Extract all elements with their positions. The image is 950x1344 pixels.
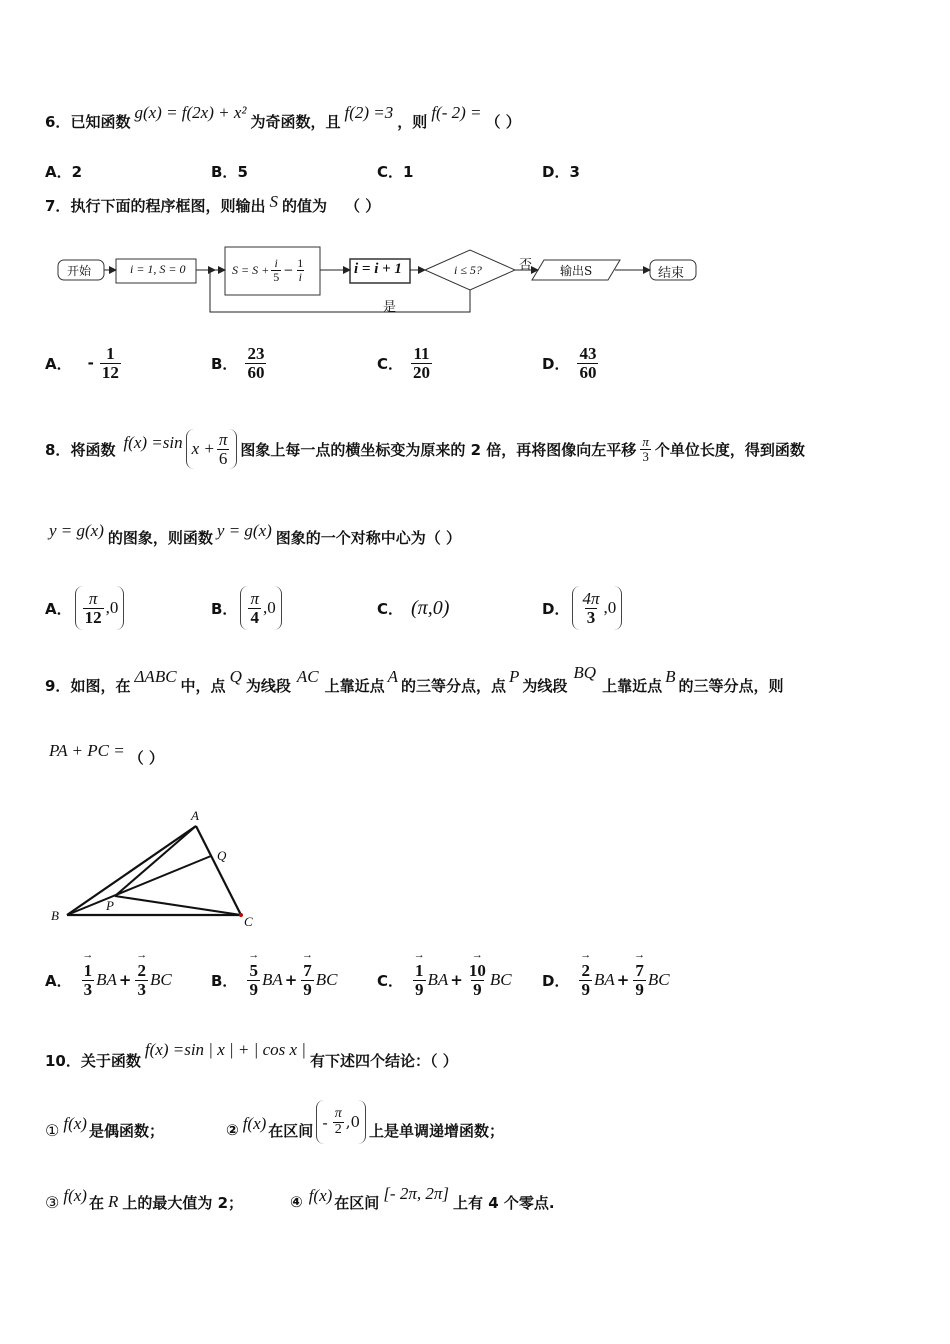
q9-triangle-figure — [45, 805, 265, 935]
q6-text-3: ，则 — [397, 112, 428, 131]
q9-math-5: P — [509, 667, 520, 686]
option-label: D． — [542, 163, 570, 181]
q8-text-5: 图象的一个对称中心为（ ） — [275, 528, 462, 547]
option-fraction: $\frac{23}{60}$ — [247, 343, 265, 382]
statement-math: f(x) — [63, 1114, 87, 1133]
statement-text: 上有 4 个零点. — [453, 1193, 555, 1212]
coef-1: → $\frac{2}{9}$ — [579, 962, 592, 999]
statement-mark-1: ① — [45, 1120, 60, 1140]
statement-math: f(x) — [242, 1114, 267, 1133]
option-label: B． — [211, 599, 238, 618]
q10-number: 10． — [45, 1051, 81, 1070]
plus: + — [450, 971, 463, 989]
q10-text-1: 关于函数 — [80, 1051, 141, 1070]
statement-text: 在区间 — [268, 1121, 314, 1140]
q8-stem-line-2 — [45, 520, 461, 554]
q9-number: 9． — [45, 676, 71, 695]
q9-text-6: 为线段 — [522, 676, 568, 695]
option-value: 5 — [237, 162, 248, 181]
option-label: C． — [377, 599, 404, 618]
option-label: B． — [211, 163, 238, 181]
q8-option-b[interactable] — [211, 583, 285, 633]
q7-text-1: 执行下面的程序框图，则输出 — [70, 196, 266, 215]
coef-1: → $\frac{1}{3}$ — [82, 962, 95, 999]
vec-1: BA — [593, 970, 615, 989]
q9-math-1: ΔABC — [134, 667, 177, 686]
vec-1: BA — [427, 970, 449, 989]
q8-text-1: 将函数 — [70, 440, 116, 459]
q9-option-c[interactable] — [377, 955, 512, 1005]
q10-text-2: 有下述四个结论：（ ） — [309, 1051, 458, 1070]
q6-option-d[interactable] — [542, 161, 580, 182]
option-sign: - — [87, 354, 94, 372]
option-fraction: $\frac{43}{60}$ — [579, 343, 597, 382]
coef-2: → $\frac{7}{9}$ — [633, 962, 646, 999]
q7-stem — [45, 193, 380, 217]
q7-text-2: 的值为 — [281, 196, 327, 215]
q8-option-c[interactable] — [377, 583, 449, 633]
interval-brackets: [- 2π, 2π] — [383, 1184, 449, 1203]
option-label: C． — [377, 971, 404, 990]
q8-option-a[interactable] — [45, 583, 127, 633]
q7-flowchart — [50, 240, 710, 320]
q7-option-a[interactable] — [45, 338, 123, 388]
coef-2: → $\frac{2}{3}$ — [135, 962, 148, 999]
option-label: B． — [211, 971, 238, 990]
coef-2: → $\frac{7}{9}$ — [301, 962, 314, 999]
option-value: 3 — [569, 162, 580, 181]
statement-math: f(x) — [308, 1186, 333, 1205]
q9-stem-line-1 — [45, 663, 784, 702]
coef-1: → $\frac{1}{9}$ — [413, 962, 426, 999]
statement-math-r: R — [107, 1192, 119, 1211]
option-label: A． — [45, 354, 72, 373]
q9-math-4: A — [387, 667, 398, 686]
q7-option-c[interactable] — [377, 338, 434, 388]
plus: + — [118, 971, 132, 989]
q6-math-1: g(x) = f(2x) + x² — [134, 103, 247, 122]
statement-mark-2: ② — [226, 1121, 239, 1139]
coef-1: → $\frac{5}{9}$ — [247, 962, 260, 999]
q6-math-2: f(2) =3 — [344, 103, 394, 122]
vec-2: BC — [315, 970, 338, 989]
q9-option-d[interactable] — [542, 955, 670, 1005]
q10-stem — [45, 1040, 458, 1077]
point-q-label: Q — [217, 848, 227, 863]
assign-left: S = S + — [232, 262, 270, 277]
option-label: D． — [542, 971, 570, 990]
q7-math-1: S — [269, 192, 278, 211]
q9-option-a[interactable] — [45, 955, 172, 1005]
q8-option-d[interactable] — [542, 583, 625, 633]
vec-2: BC — [647, 970, 670, 989]
statement-text: 是偶函数； — [88, 1121, 164, 1140]
point-b-label: B — [51, 908, 59, 923]
interval-paren: - $\frac{\pi}{2}$ ,0 — [316, 1100, 366, 1144]
option-fraction: $\frac{11}{20}$ — [413, 343, 431, 382]
plus: + — [616, 971, 630, 989]
option-fraction: $\frac{1}{12}$ — [101, 343, 119, 382]
q9-text-4: 上靠近点 — [324, 676, 385, 695]
option-label: A． — [45, 599, 72, 618]
statement-mark-3: ③ — [45, 1192, 60, 1212]
option-label: B． — [211, 354, 238, 373]
vec-2: BC — [149, 970, 172, 989]
segment-pc — [115, 896, 241, 915]
q9-stem-line-2 — [49, 742, 164, 772]
q9-text-5: 的三等分点，点 — [401, 676, 507, 695]
q6-text-1: 已知函数 — [70, 112, 131, 131]
q9-text-3: 为线段 — [245, 676, 291, 695]
q8-math-4: y = g(x) — [216, 521, 272, 540]
q8-text-2: 图象上每一点的横坐标变为原来的 2 倍，再将图像向左平移 — [240, 440, 637, 459]
q7-option-d[interactable] — [542, 338, 600, 388]
point-a-label: A — [191, 808, 199, 823]
statement-text: 在 — [88, 1193, 104, 1212]
statement-text: 在区间 — [334, 1193, 380, 1212]
flow-incr-label: i = i + 1 — [354, 261, 402, 277]
q9-text-1: 如图，在 — [70, 676, 131, 695]
q6-option-c[interactable] — [377, 161, 413, 182]
q9-math-8: PA + PC = — [49, 741, 125, 760]
statement-text: 上的最大值为 2； — [122, 1193, 244, 1212]
q8-number: 8． — [45, 440, 71, 459]
q8-stem-line-1 — [45, 424, 805, 474]
option-paren: $\frac{4\pi}{3}$ ,0 — [572, 586, 622, 630]
q6-text-4: （ ） — [485, 112, 521, 131]
q9-text-7: 上靠近点 — [602, 676, 663, 695]
option-label: D． — [542, 354, 570, 373]
flow-no-label: 否 — [519, 258, 533, 273]
point-c-label: C — [244, 914, 253, 929]
q10-math-1: f(x) =sin | x | + | cos x | — [144, 1040, 306, 1059]
flow-assign-label — [232, 249, 307, 291]
q9-text-8: 的三等分点，则 — [678, 676, 784, 695]
segment-pa — [115, 826, 196, 896]
q9-text-9: （ ） — [128, 748, 164, 767]
q9-text-2: 中，点 — [180, 676, 226, 695]
assign-minus: − — [283, 263, 294, 277]
q9-math-6: BQ — [573, 663, 597, 682]
option-label: C． — [377, 163, 404, 181]
statement-mark-4: ④ — [290, 1193, 303, 1211]
option-label: D． — [542, 599, 570, 618]
q6-stem — [45, 104, 521, 138]
flow-end-label: 结束 — [658, 266, 685, 281]
flow-cond-label: i ≤ 5? — [454, 263, 482, 277]
statement-text: 上是单调递增函数； — [369, 1121, 505, 1140]
vec-1: BA — [96, 970, 117, 989]
option-label: C． — [377, 354, 404, 373]
point-c-dot — [239, 913, 243, 917]
q8-text-3: 个单位长度，得到函数 — [654, 440, 805, 459]
plus: + — [284, 971, 298, 989]
q9-math-3: AC — [296, 667, 319, 686]
q9-option-b[interactable] — [211, 955, 338, 1005]
vec-2: BC — [489, 970, 512, 989]
q8-math-3: y = g(x) — [49, 521, 104, 540]
option-label: A． — [45, 163, 72, 181]
flow-start-label: 开始 — [67, 264, 92, 278]
segment-ac — [196, 826, 241, 915]
q10-statement-1 — [45, 1103, 164, 1157]
option-paren: $\frac{\pi}{12}$ ,0 — [75, 586, 125, 630]
q8-text-4: 的图象，则函数 — [107, 528, 213, 547]
option-value: 1 — [403, 162, 414, 181]
flow-init-label: i = 1, S = 0 — [130, 262, 186, 276]
q10-statement-3 — [45, 1182, 243, 1222]
q8-paren: x + $\frac{\pi}{6}$ — [186, 429, 238, 469]
coef-2: → $\frac{10}{9}$ — [467, 962, 488, 999]
assign-frac-2: $\frac{1}{i}$ — [297, 255, 304, 284]
flow-output-label: 输出S — [560, 264, 593, 278]
assign-frac-1: $\frac{i}{5}$ — [273, 255, 280, 284]
vec-1: BA — [261, 970, 283, 989]
option-paren: $\frac{\pi}{4}$ ,0 — [240, 586, 281, 630]
q10-statement-4 — [290, 1182, 555, 1222]
q6-option-b[interactable] — [211, 161, 248, 182]
q6-option-a[interactable] — [45, 161, 82, 182]
q7-number: 7． — [45, 196, 71, 215]
q7-option-b[interactable] — [211, 338, 268, 388]
q9-math-2: Q — [229, 667, 242, 686]
q8-math-1: f(x) =sin — [123, 433, 183, 452]
option-value: 2 — [71, 162, 83, 181]
statement-math: f(x) — [63, 1186, 87, 1205]
q6-number: 6． — [45, 112, 71, 131]
q6-math-3: f(- 2) = — [431, 103, 482, 122]
q10-statement-2 — [226, 1103, 504, 1157]
q6-text-2: 为奇函数，且 — [250, 112, 341, 131]
q9-math-7: B — [665, 667, 676, 686]
option-label: A． — [45, 971, 72, 990]
point-p-label: P — [106, 898, 114, 913]
q8-shift-frac: $\frac{\pi}{3}$ — [642, 433, 649, 464]
option-value: (π,0) — [411, 596, 450, 619]
q7-text-3: （ ） — [344, 196, 381, 215]
flow-yes-label: 是 — [383, 300, 397, 315]
